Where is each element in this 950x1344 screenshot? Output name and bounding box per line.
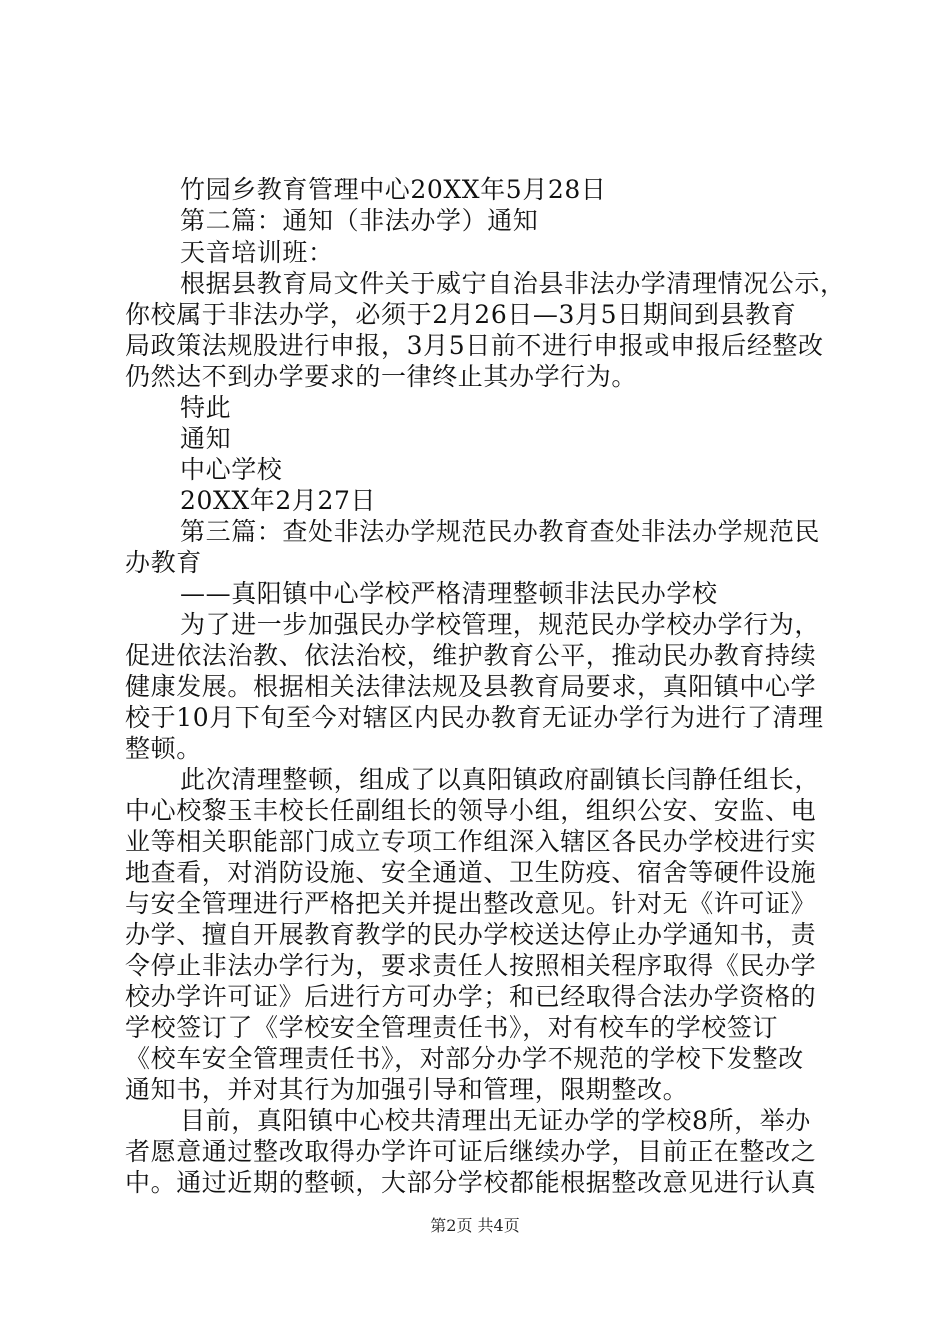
addressee: 天音培训班： [180,238,334,267]
text-line: 中心校黎玉丰校长任副组长的领导小组，组织公安、安监、电 [125,796,817,825]
signature-org: 中心学校 [180,455,283,484]
text-line: 中。通过近期的整顿，大部分学校都能根据整改意见进行认真 [125,1168,817,1197]
text-line: 健康发展。根据相关法律法规及县教育局要求，真阳镇中心学 [125,672,817,701]
text-line: 根据县教育局文件关于威宁自治县非法办学清理情况公示， [180,269,846,298]
text-line: 业等相关职能部门成立专项工作组深入辖区各民办学校进行实 [125,827,817,856]
text-line: 通知书，并对其行为加强引导和管理，限期整改。 [125,1075,689,1104]
text-line: 校办学许可证》后进行方可办学；和已经取得合法办学资格的 [125,982,817,1011]
section-title: 办教育 [125,548,202,577]
signature-date: 20XX年2月27日 [180,486,377,515]
text-line: 令停止非法办学行为，要求责任人按照相关程序取得《民办学 [125,951,817,980]
text-line: 特此 [180,393,232,422]
text-line: 通知 [180,424,232,453]
text-line: 学校签订了《学校安全管理责任书》，对有校车的学校签订 [125,1013,779,1042]
section-title: 第二篇：通知（非法办学）通知 [180,206,539,235]
text-line: 此次清理整顿，组成了以真阳镇政府副镇长闫静任组长， [180,765,821,794]
text-line: 你校属于非法办学，必须于2月26日—3月5日期间到县教育 [125,300,797,329]
text-line: 与安全管理进行严格把关并提出整改意见。针对无《许可证》 [125,889,817,918]
text-line: 办学、擅自开展教育教学的民办学校送达停止办学通知书，责 [125,920,817,949]
text-line: 仍然达不到办学要求的一律终止其办学行为。 [125,362,638,391]
text-line: 《校车安全管理责任书》，对部分办学不规范的学校下发整改 [125,1044,804,1073]
section-title: 第三篇：查处非法办学规范民办教育查处非法办学规范民 [180,517,821,546]
subtitle: ——真阳镇中心学校严格清理整顿非法民办学校 [180,579,718,608]
text-line: 校于10月下旬至今对辖区内民办教育无证办学行为进行了清理 [125,703,824,732]
text-line: 促进依法治教、依法治校，维护教育公平，推动民办教育持续 [125,641,817,670]
text-line: 竹园乡教育管理中心20XX年5月28日 [180,175,607,204]
text-line: 局政策法规股进行申报，3月5日前不进行申报或申报后经整改 [125,331,824,360]
text-line: 目前，真阳镇中心校共清理出无证办学的学校8所，举办 [180,1106,811,1135]
text-line: 地查看，对消防设施、安全通道、卫生防疫、宿舍等硬件设施 [125,858,817,887]
page-number-footer: 第2页 共4页 [430,1216,520,1235]
text-line: 者愿意通过整改取得办学许可证后继续办学，目前正在整改之 [125,1137,817,1166]
text-line: 整顿。 [125,734,202,763]
text-line: 为了进一步加强民办学校管理，规范民办学校办学行为， [180,610,821,639]
